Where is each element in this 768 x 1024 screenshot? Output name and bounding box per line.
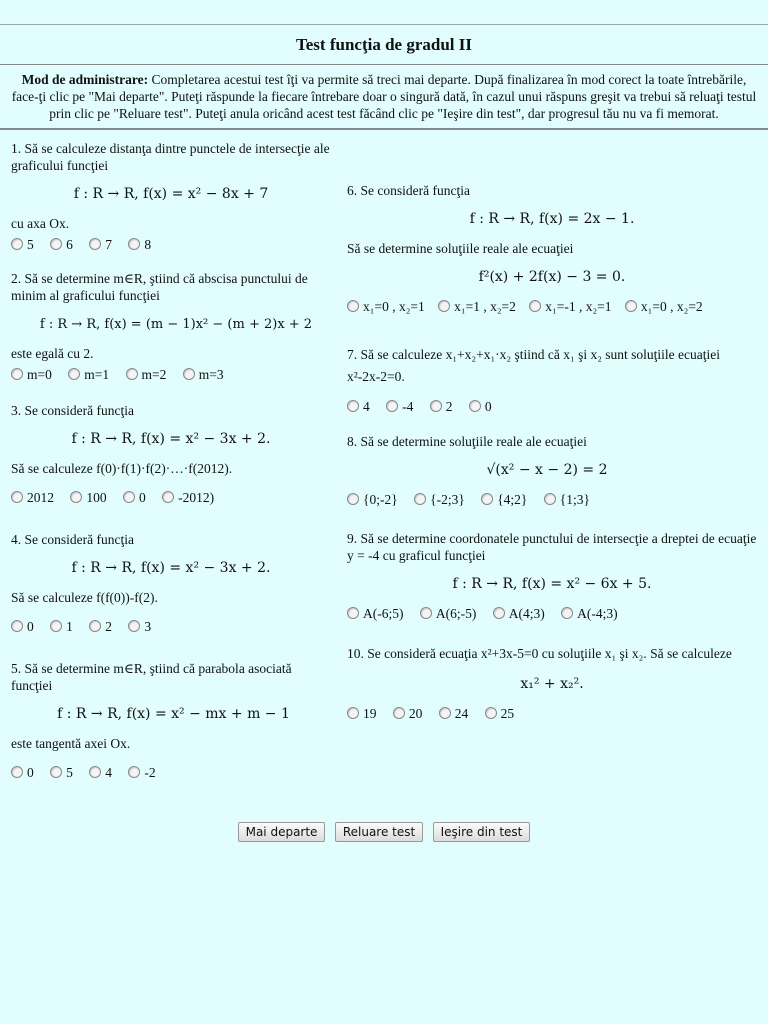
option[interactable]: {4;2} xyxy=(481,491,527,508)
radio-icon[interactable] xyxy=(625,300,637,312)
option[interactable]: 8 xyxy=(128,236,151,253)
radio-icon[interactable] xyxy=(128,766,140,778)
option[interactable]: 6 xyxy=(50,236,73,253)
radio-icon[interactable] xyxy=(50,238,62,250)
radio-icon[interactable] xyxy=(162,491,174,503)
radio-icon[interactable] xyxy=(126,368,138,380)
options xyxy=(347,398,747,415)
radio-icon[interactable] xyxy=(347,607,359,619)
option[interactable]: 5 xyxy=(50,764,73,781)
question-formula: f : R → R, f(x) = x² − 6x + 5. xyxy=(452,576,652,592)
option[interactable]: 2 xyxy=(430,398,453,415)
radio-icon[interactable] xyxy=(11,620,23,632)
option[interactable]: x₁=0 , x₂=1 xyxy=(347,298,425,315)
question-text: 9. Să se determine coordonatele punctului de intersecţie a dreptei de ecuaţie y = -4 cu graficul funcţiei xyxy=(347,531,757,563)
options xyxy=(11,764,336,781)
radio-icon[interactable] xyxy=(11,238,23,250)
option[interactable]: {0;-2} xyxy=(347,491,398,508)
radio-icon[interactable] xyxy=(128,238,140,250)
instructions xyxy=(0,65,768,130)
option[interactable]: A(-4;3) xyxy=(561,605,618,622)
next-button[interactable]: Mai departe xyxy=(238,822,326,842)
question-formula: f : R → R, f(x) = x² − 8x + 7 xyxy=(73,186,269,202)
radio-icon[interactable] xyxy=(70,491,82,503)
option[interactable]: 0 xyxy=(11,764,34,781)
option[interactable]: m=3 xyxy=(183,366,224,383)
question-text-after: este tangentă axei Ox. xyxy=(11,736,131,751)
option[interactable]: 5 xyxy=(11,236,34,253)
option[interactable]: x₁=-1 , x₂=1 xyxy=(529,298,611,315)
options xyxy=(347,491,747,508)
question-text: 4. Se consideră funcţia xyxy=(11,532,134,547)
question-10 xyxy=(347,644,757,722)
option[interactable]: A(-6;5) xyxy=(347,605,404,622)
radio-icon[interactable] xyxy=(11,766,23,778)
option[interactable]: 2012 xyxy=(11,489,54,506)
question-7 xyxy=(347,344,747,415)
option[interactable]: 4 xyxy=(89,764,112,781)
radio-icon[interactable] xyxy=(128,620,140,632)
restart-button[interactable]: Reluare test xyxy=(335,822,423,842)
question-text: 6. Se consideră funcţia xyxy=(347,183,470,198)
question-text: 10. Se consideră ecuaţia x²+3x-5=0 cu soluţiile x₁ şi x₂. Să se calculeze xyxy=(347,646,732,661)
question-text-after: Să se calculeze f(0)·f(1)·f(2)·…·f(2012). xyxy=(11,461,233,476)
option[interactable]: 19 xyxy=(347,705,377,722)
radio-icon[interactable] xyxy=(481,493,493,505)
question-6 xyxy=(347,182,757,315)
radio-icon[interactable] xyxy=(347,300,359,312)
option[interactable]: 100 xyxy=(70,489,106,506)
option[interactable]: -2012) xyxy=(162,489,214,506)
radio-icon[interactable] xyxy=(386,400,398,412)
option[interactable]: 24 xyxy=(439,705,469,722)
option[interactable]: 4 xyxy=(347,398,370,415)
radio-icon[interactable] xyxy=(50,620,62,632)
radio-icon[interactable] xyxy=(561,607,573,619)
options xyxy=(11,489,331,506)
radio-icon[interactable] xyxy=(123,491,135,503)
top-bar xyxy=(0,0,768,25)
radio-icon[interactable] xyxy=(183,368,195,380)
option[interactable]: x₁=0 , x₂=2 xyxy=(625,298,703,315)
questions-area xyxy=(0,130,768,800)
page-title: Test funcţia de gradul II xyxy=(0,25,768,65)
option[interactable]: -4 xyxy=(386,398,413,415)
option[interactable]: 1 xyxy=(50,618,73,635)
radio-icon[interactable] xyxy=(438,300,450,312)
radio-icon[interactable] xyxy=(439,707,451,719)
question-text-after: Să se calculeze f(f(0))-f(2). xyxy=(11,590,158,605)
option[interactable]: A(4;3) xyxy=(493,605,545,622)
radio-icon[interactable] xyxy=(393,707,405,719)
question-text: 3. Se consideră funcţia xyxy=(11,403,134,418)
radio-icon[interactable] xyxy=(68,368,80,380)
option[interactable]: 2 xyxy=(89,618,112,635)
option[interactable]: m=2 xyxy=(126,366,167,383)
option[interactable]: {-2;3} xyxy=(414,491,465,508)
options xyxy=(11,366,341,383)
option[interactable]: A(6;-5) xyxy=(420,605,477,622)
options xyxy=(11,236,331,253)
option[interactable]: 0 xyxy=(11,618,34,635)
question-text: 8. Să se determine soluţiile reale ale ecuaţiei xyxy=(347,434,587,449)
option[interactable]: x₁=1 , x₂=2 xyxy=(438,298,516,315)
question-formula: f : R → R, f(x) = 2x − 1. xyxy=(469,211,635,227)
radio-icon[interactable] xyxy=(347,707,359,719)
question-formula: f : R → R, f(x) = x² − 3x + 2. xyxy=(71,431,271,447)
radio-icon[interactable] xyxy=(485,707,497,719)
question-text-after: Să se determine soluţiile reale ale ecuaţiei xyxy=(347,241,574,256)
option[interactable]: 25 xyxy=(485,705,515,722)
radio-icon[interactable] xyxy=(414,493,426,505)
options xyxy=(347,705,757,722)
radio-icon[interactable] xyxy=(544,493,556,505)
option[interactable]: -2 xyxy=(128,764,155,781)
question-text: 1. Să se calculeze distanţa dintre punctele de intersecţie ale graficului funcţiei xyxy=(11,141,330,173)
question-formula-2: f²(x) + 2f(x) − 3 = 0. xyxy=(478,269,626,285)
radio-icon[interactable] xyxy=(347,493,359,505)
option[interactable]: m=0 xyxy=(11,366,52,383)
option[interactable]: 0 xyxy=(469,398,492,415)
radio-icon[interactable] xyxy=(420,607,432,619)
radio-icon[interactable] xyxy=(50,766,62,778)
question-formula: √(x² − x − 2) = 2 xyxy=(486,462,608,478)
option[interactable]: 7 xyxy=(89,236,112,253)
question-formula: f : R → R, f(x) = (m − 1)x² − (m + 2)x + 2 xyxy=(39,317,313,332)
radio-icon[interactable] xyxy=(89,238,101,250)
question-text: 2. Să se determine m∈R, ştiind că abscisa punctului de minim al graficului funcţiei xyxy=(11,271,308,303)
options xyxy=(347,298,757,315)
instructions-label: Mod de administrare: xyxy=(21,72,149,87)
question-text-after: este egală cu 2. xyxy=(11,346,94,361)
question-2 xyxy=(11,270,341,383)
radio-icon[interactable] xyxy=(11,491,23,503)
radio-icon[interactable] xyxy=(11,368,23,380)
radio-icon[interactable] xyxy=(430,400,442,412)
option[interactable]: 20 xyxy=(393,705,423,722)
radio-icon[interactable] xyxy=(469,400,481,412)
radio-icon[interactable] xyxy=(529,300,541,312)
question-9 xyxy=(347,530,757,622)
instructions-text: Completarea acestui test îţi va permite să treci mai departe. După finalizarea în mod corect la toate întrebările, face-ţi clic pe "Mai departe". Puteţi răspunde la fiecare întrebare doar o singură dată, în cazul unui răspuns greşit va trebui să reluaţi testul prin clic pe "Reluare test". Puteţi anula oricând acest test făcând clic pe "Ieşire din test", dar progresul tău nu va fi memorat. xyxy=(11,72,757,121)
question-text: 7. Să se calculeze x₁+x₂+x₁·x₂ ştiind că x₁ şi x₂ sunt soluţiile ecuaţiei x²-2x-2=0. xyxy=(347,347,721,384)
radio-icon[interactable] xyxy=(89,620,101,632)
question-4 xyxy=(11,531,331,635)
radio-icon[interactable] xyxy=(347,400,359,412)
options xyxy=(347,605,757,622)
option[interactable]: 0 xyxy=(123,489,146,506)
question-text: 5. Să se determine m∈R, ştiind că parabola asociată funcţiei xyxy=(11,661,292,693)
option[interactable]: {1;3} xyxy=(544,491,590,508)
option[interactable]: m=1 xyxy=(68,366,109,383)
question-formula: x₁² + x₂². xyxy=(520,676,584,692)
radio-icon[interactable] xyxy=(493,607,505,619)
option[interactable]: 3 xyxy=(128,618,151,635)
question-text-after: cu axa Ox. xyxy=(11,216,70,231)
question-3 xyxy=(11,402,331,506)
question-5 xyxy=(11,660,336,781)
question-formula: f : R → R, f(x) = x² − mx + m − 1 xyxy=(57,706,290,722)
button-bar xyxy=(0,822,768,842)
radio-icon[interactable] xyxy=(89,766,101,778)
exit-button[interactable]: Ieşire din test xyxy=(433,822,531,842)
question-8 xyxy=(347,433,747,508)
options xyxy=(11,618,331,635)
question-formula: f : R → R, f(x) = x² − 3x + 2. xyxy=(71,560,271,576)
question-1 xyxy=(11,140,331,253)
